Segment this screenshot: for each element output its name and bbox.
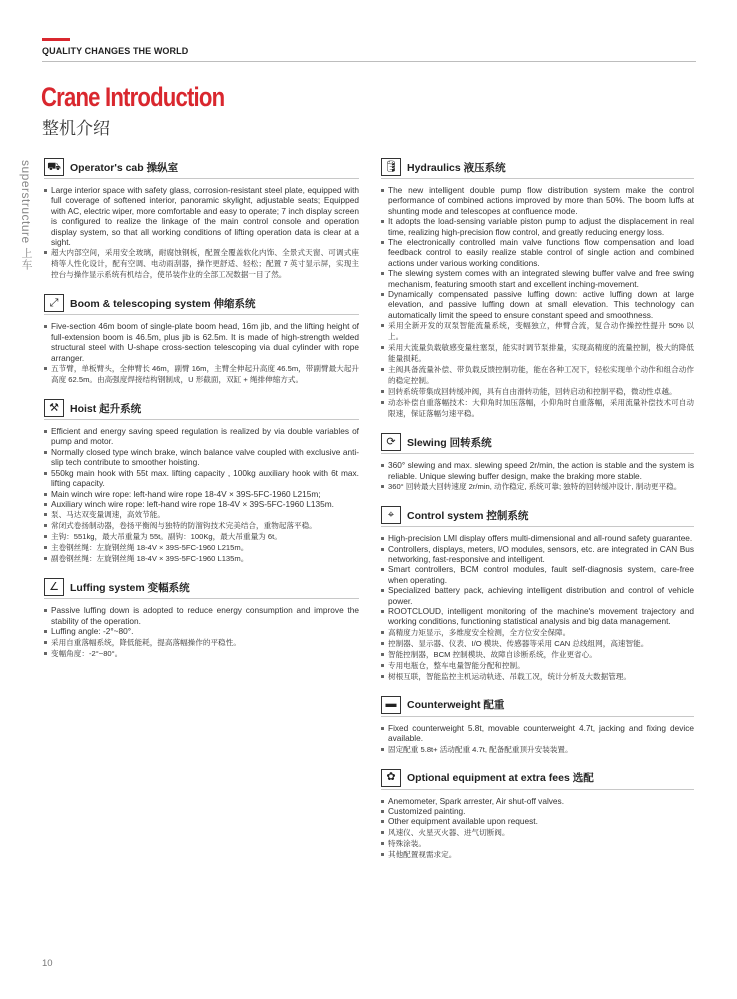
bullet-item: Efficient and energy saving speed regulation is realized by via double variables of pump and motor. — [44, 426, 359, 447]
bullet-item: Other equipment available upon request. — [381, 816, 694, 826]
bullet-item: 回转系统带集成回转缓冲阀，具有自由滑转功能，回转启动和控制平稳，微动性卓越。 — [381, 386, 694, 397]
boom-icon: ⤢ — [44, 294, 64, 312]
bullet-item: 采用自重落幅系统，降低能耗，提高落幅操作的平稳性。 — [44, 637, 359, 648]
section-title-cn: 起升系统 — [99, 402, 142, 415]
section-title — [407, 508, 528, 523]
bullet-item: 变幅角度：-2°~80°。 — [44, 648, 359, 659]
bullet-item: 风速仪、火星灭火器、进气切断阀。 — [381, 827, 694, 838]
section-title — [407, 770, 594, 785]
left-column — [44, 156, 359, 671]
bullet-item: 泵、马达双变量调速，高效节能。 — [44, 509, 359, 520]
bullet-item: Smart controllers, BCM control modules, fault self-diagnosis system, care-free when operating. — [381, 564, 694, 585]
section-title — [70, 296, 256, 311]
bullet-item: 固定配重 5.8t+ 活动配重 4.7t, 配备配重顶升安装装置。 — [381, 744, 694, 755]
bullet-item: 常闭式卷扬制动器，卷扬平衡阀与独特的防溜钩技术完美结合，重物起落平稳。 — [44, 520, 359, 531]
bullet-item: It adopts the load-sensing variable piston pump to adjust the displacement in real time, realizing high-precision flow control, and greatly reducing energy loss. — [381, 216, 694, 237]
bullet-list — [381, 460, 694, 492]
bullet-item: Passive luffing down is adopted to reduce energy consumption and improve the stability of the operation. — [44, 605, 359, 626]
bullet-item: 超大内部空间，采用安全玻璃，耐腐蚀钢板，配置全覆盖软化内饰、全景式天窗、可调式座椅等人性化设计，配有空调、电动雨刮器，操作更舒适、轻松；配置 7 英寸显示屏，实现主控台与操作显示系统有机结合，使吊装作业的全部工况数据一目了然。 — [44, 247, 359, 280]
side-label — [18, 160, 34, 271]
hoist-icon: ⚒ — [44, 399, 64, 417]
bullet-item: 其他配置视需求定。 — [381, 849, 694, 860]
bullet-item: 专用电瓶仓，整车电量智能分配和控制。 — [381, 660, 694, 671]
section-title-cn: 操纵室 — [146, 161, 179, 174]
section-title-en: Luffing system — [70, 581, 145, 594]
bullet-item: Five-section 46m boom of single-plate boom head, 16m jib, and the lifting height of full-extension boom is 46.5m, plus jib is 62.5m. It is made of high-strength welded structural steel with U-shape cross-section telescoping via dual cylinder with rope arranger. — [44, 321, 359, 363]
bullet-item: Large interior space with safety glass, corrosion-resistant steel plate, equipped with full coverage of softened interior, panoramic skylight, adjustable seats; Equipped with AC, electric wiper, more comfortable and easy to operate; 7 inch display screen is configured to realize the linkage of the main control console and operation display system, so that all working conditions of lifting operation data is clear at a sight. — [44, 185, 359, 247]
right-column — [381, 156, 694, 872]
section-title — [70, 160, 178, 175]
section-title-cn: 配重 — [483, 699, 505, 712]
bullet-item: The slewing system comes with an integrated slewing buffer valve and free swing mechanism, featuring smooth start and excellent inching-movement. — [381, 268, 694, 289]
section — [381, 431, 694, 492]
section-title — [407, 435, 492, 450]
section — [44, 156, 359, 280]
cab-icon: ⛟ — [44, 158, 64, 176]
section-header — [381, 156, 694, 179]
bullet-item: ROOTCLOUD, intelligent monitoring of the machine's movement trajectory and working conditions, functioning statistical analysis and big data management. — [381, 606, 694, 627]
bullet-item: 550kg main hook with 55t max. lifting capacity , 100kg auxiliary hook with 6t max. lifting capacity. — [44, 468, 359, 489]
section-title-cn: 选配 — [572, 772, 594, 785]
bullet-item: Normally closed type winch brake, winch balance valve coupled with exclusive anti-slip tech contribute to smoother hoisting. — [44, 447, 359, 468]
bullet-item: Specialized battery pack, achieving intelligent distribution and control of vehicle power. — [381, 585, 694, 606]
bullet-item: Anemometer, Spark arrester, Air shut-off valves. — [381, 796, 694, 806]
section-title-en: Counterweight — [407, 699, 481, 712]
section — [44, 397, 359, 564]
section — [381, 504, 694, 682]
bullet-item: Auxiliary winch wire rope: left-hand wire rope 18-4V × 39S-5FC-1960 L135m. — [44, 499, 359, 509]
section-title-cn: 控制系统 — [486, 509, 529, 522]
slewing-icon: ⟳ — [381, 433, 401, 451]
bullet-item: 主阀具备流量补偿、带负载反馈控制功能，能在各种工况下，轻松实现单个动作和组合动作的稳定控制。 — [381, 364, 694, 386]
bullet-item: 特殊涂装。 — [381, 838, 694, 849]
bullet-item: 控制器、显示器、仪表、I/O 模块、传感器等采用 CAN 总线组网，高速智能。 — [381, 638, 694, 649]
bullet-item: Luffing angle: -2°~80°. — [44, 626, 359, 636]
optional-equipment-icon: ✿ — [381, 769, 401, 787]
section-header — [44, 576, 359, 599]
section — [44, 576, 359, 658]
section — [381, 694, 694, 755]
bullet-item: 高精度力矩显示，多维度安全检测，全方位安全保障。 — [381, 627, 694, 638]
bullet-item: 五节臂，单板臂头，全伸臂长 46m，副臂 16m，主臂全伸起升高度 46.5m，带副臂最大起升高度 62.5m。由高强度焊接结构钢制成，U 形截面，双缸 + 绳排伸缩方式。 — [44, 363, 359, 385]
header-divider — [42, 61, 696, 62]
bullet-item: 树根互联，智能监控主机运动轨迹、吊载工况，统计分析及大数据管理。 — [381, 671, 694, 682]
page-number: 10 — [42, 958, 53, 969]
bullet-list — [44, 185, 359, 280]
section-title-cn: 液压系统 — [463, 161, 506, 174]
hydraulics-icon: 🛢 — [381, 158, 401, 176]
bullet-list — [44, 426, 359, 564]
section-title-cn: 变幅系统 — [147, 581, 190, 594]
section — [44, 292, 359, 385]
section-title-en: Slewing — [407, 436, 447, 449]
section-header — [44, 156, 359, 179]
section — [381, 156, 694, 419]
bullet-item: Customized painting. — [381, 806, 694, 816]
bullet-list — [381, 533, 694, 682]
section-header — [381, 767, 694, 790]
bullet-item: The electronically controlled main valve functions flow compensation and load feedback control to easily realize stable control of single action and combined actions under various working conditions. — [381, 237, 694, 268]
bullet-item: Main winch wire rope: left-hand wire rope 18-4V × 39S-5FC-1960 L215m; — [44, 489, 359, 499]
section-title — [70, 401, 141, 416]
bullet-list — [381, 796, 694, 860]
counterweight-icon: ▬ — [381, 696, 401, 714]
bullet-item: The new intelligent double pump flow distribution system make the control performance of combined actions improved by more than 50%. The boom luffs at shunting mode and telescopes at confluence mode. — [381, 185, 694, 216]
bullet-item: 360° slewing and max. slewing speed 2r/min, the action is stable and the system is reliable. Unique slewing buffer design, make the braking more stable. — [381, 460, 694, 481]
section-header — [44, 397, 359, 420]
bullet-item: 360° 回转最大回转速度 2r/min, 动作稳定, 系统可靠; 独特的回转缓冲设计, 制动更平稳。 — [381, 481, 694, 492]
section-title-en: Hydraulics — [407, 161, 461, 174]
bullet-item: High-precision LMI display offers multi-dimensional and all-round safety guarantee. — [381, 533, 694, 543]
section-title — [70, 580, 190, 595]
section — [381, 767, 694, 860]
section-title-en: Optional equipment at extra fees — [407, 772, 570, 785]
bullet-item: 主卷钢丝绳：左旋钢丝绳 18-4V × 39S-5FC-1960 L215m。 — [44, 542, 359, 553]
bullet-item: Dynamically compensated passive luffing down: active luffing down at large elevation, and passive luffing down at small elevation. This technology can automatically limit the speed to ensure constant speed and smoothness. — [381, 289, 694, 320]
bullet-list — [381, 723, 694, 755]
bullet-item: 副卷钢丝绳：左旋钢丝绳 18-4V × 39S-5FC-1960 L135m。 — [44, 553, 359, 564]
page-title: Crane Introduction — [41, 82, 225, 112]
section-header — [381, 694, 694, 717]
bullet-item: 采用大流量负载敏感变量柱塞泵，能实时调节泵排量，实现高精度的流量控制，极大的降低能量损耗。 — [381, 342, 694, 364]
side-label-en: superstructure — [19, 160, 33, 244]
bullet-item: 采用全新开发的双泵智能流量系统，变幅独立，伸臂合流，复合动作操控性提升 50% 以上。 — [381, 320, 694, 342]
bullet-item: Controllers, displays, meters, I/O modules, sensors, etc. are integrated in CAN Bus networking, fast-responsive and intelligent. — [381, 544, 694, 565]
section-header — [381, 431, 694, 454]
section-title-en: Operator's cab — [70, 161, 144, 174]
header-accent-bar — [42, 38, 70, 41]
bullet-list — [44, 321, 359, 385]
header-tagline: QUALITY CHANGES THE WORLD — [42, 46, 189, 56]
bullet-item: Fixed counterweight 5.8t, movable counterweight 4.7t, jacking and fixing device available. — [381, 723, 694, 744]
bullet-item: 动态补偿自重落幅技术：大仰角时加压落幅，小仰角时自重落幅，采用流量补偿技术可自动限速，保证落幅匀速平稳。 — [381, 397, 694, 419]
control-system-icon: ⌖ — [381, 506, 401, 524]
section-title-cn: 伸缩系统 — [213, 297, 256, 310]
bullet-item: 智能控制器，BCM 控制模块、故障自诊断系统，作业更省心。 — [381, 649, 694, 660]
section-title-cn: 回转系统 — [449, 436, 492, 449]
bullet-item: 主钩：551kg，最大吊重量为 55t。副钩：100Kg，最大吊重量为 6t。 — [44, 531, 359, 542]
bullet-list — [44, 605, 359, 658]
bullet-list — [381, 185, 694, 419]
section-title-en: Boom & telescoping system — [70, 297, 211, 310]
section-header — [381, 504, 694, 527]
section-title-en: Hoist — [70, 402, 97, 415]
section-title-en: Control system — [407, 509, 484, 522]
section-title — [407, 160, 506, 175]
page-subtitle: 整机介绍 — [42, 119, 110, 138]
side-label-cn: 上车 — [20, 247, 32, 271]
section-header — [44, 292, 359, 315]
luffing-icon: ∠ — [44, 578, 64, 596]
section-title — [407, 697, 504, 712]
